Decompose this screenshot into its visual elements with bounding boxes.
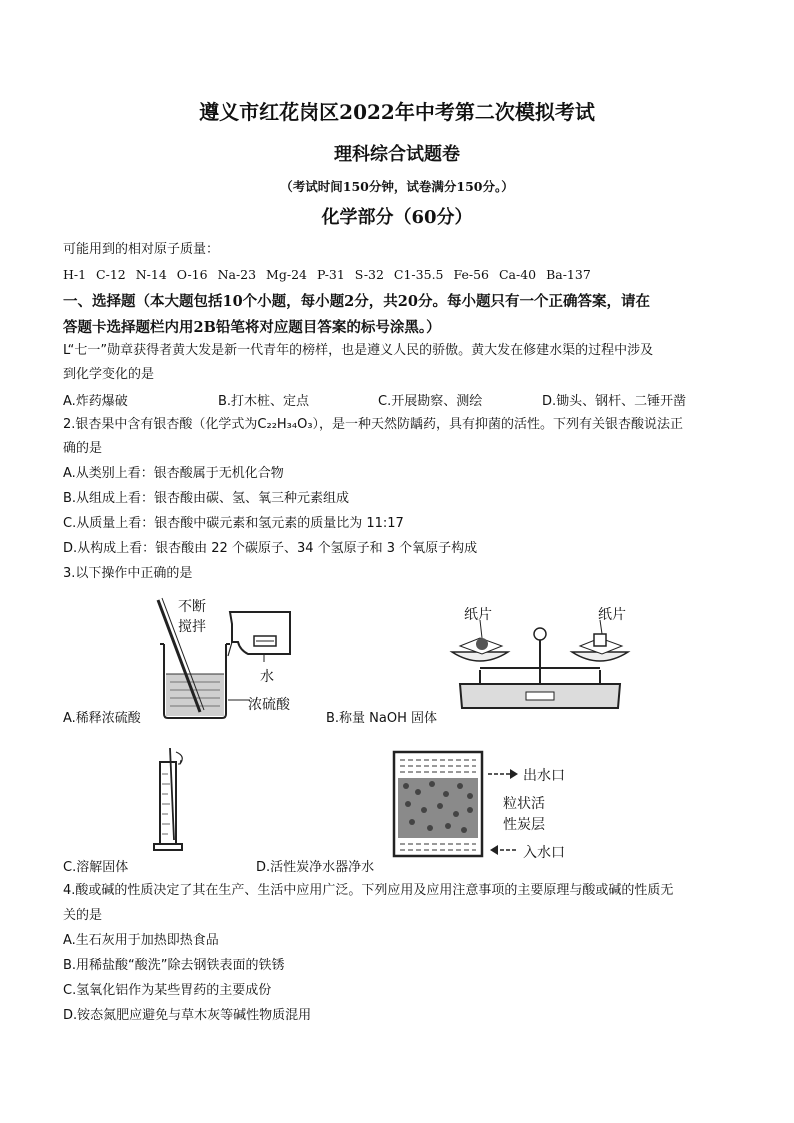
q2-option-b: B.从组成上看：银杏酸由碳、氢、氧三种元素组成 xyxy=(63,491,350,506)
fig-d-label-carbon-1: 粒状活 xyxy=(503,796,545,812)
q2-option-d: D.从构成上看：银杏酸由 22 个碳原子、34 个氢原子和 3 个氧原子构成 xyxy=(63,541,478,556)
exam-title: 遵义市红花岗区2022年中考第二次模拟考试 xyxy=(199,100,595,124)
atomic-mass-label: 可能用到的相对原子质量： xyxy=(63,242,220,257)
q1-stem-line2: 到化学变化的是 xyxy=(63,367,155,382)
q1-option-d: D.锄头、钢杆、二锤开凿 xyxy=(542,394,687,409)
q1-option-c: C.开展勘察、测绘 xyxy=(378,394,483,409)
q4-option-d: D.铵态氮肥应避免与草木灰等碱性物质混用 xyxy=(63,1008,312,1023)
part1-heading-line1: 一、选择题（本大题包括10个小题，每小题2分，共20分。每小题只有一个正确答案，请在 xyxy=(63,293,650,310)
q4-stem-line2: 关的是 xyxy=(63,908,103,923)
section-title: 化学部分（60分） xyxy=(321,207,473,228)
q3-stem: 3.以下操作中正确的是 xyxy=(63,566,193,581)
part1-heading-line2: 答题卡选择题栏内用2B铅笔将对应题目答案的标号涂黑。） xyxy=(63,319,441,336)
q2-stem-line1: 2.银杏果中含有银杏酸（化学式为C₂₂H₃₄O₃），是一种天然防龋药，具有抑菌的活性。下列有关银杏酸说法正 xyxy=(63,417,684,432)
q4-option-b: B.用稀盐酸“酸洗”除去钢铁表面的铁锈 xyxy=(63,958,285,973)
figure-carbon-purifier xyxy=(388,744,488,860)
q2-stem-line2: 确的是 xyxy=(63,441,103,456)
fig-b-label-paper-left: 纸片 xyxy=(464,607,492,623)
fig-d-label-inlet: 入水口 xyxy=(523,845,565,861)
atomic-mass-values: H-1 C-12 N-14 O-16 Na-23 Mg-24 P-31 S-32 C1-35.5 Fe-56 Ca-40 Ba-137 xyxy=(63,267,591,282)
fig-a-label-stir-2: 搅拌 xyxy=(178,619,206,635)
exam-subtitle: 理科综合试题卷 xyxy=(334,144,460,165)
q4-option-c: C.氢氧化铝作为某些胃药的主要成份 xyxy=(63,983,272,998)
q2-option-a: A.从类别上看：银杏酸属于无机化合物 xyxy=(63,466,284,481)
q1-option-a: A.炸药爆破 xyxy=(63,394,128,409)
fig-a-label-stir-1: 不断 xyxy=(178,599,206,615)
q3-option-d: D.活性炭净水器净水 xyxy=(256,860,375,875)
fig-d-label-carbon-2: 性炭层 xyxy=(503,817,545,833)
q3-option-b: B.称量 NaOH 固体 xyxy=(326,711,438,726)
exam-note: （考试时间150分钟，试卷满分150分。） xyxy=(280,179,514,194)
fig-d-label-outlet: 出水口 xyxy=(523,768,565,784)
q3-option-c: C.溶解固体 xyxy=(63,860,129,875)
q2-option-c: C.从质量上看：银杏酸中碳元素和氢元素的质量比为 11:17 xyxy=(63,516,404,531)
fig-a-label-water: 水 xyxy=(260,669,274,685)
q1-option-b: B.打木桩、定点 xyxy=(218,394,310,409)
fig-b-label-paper-right: 纸片 xyxy=(598,607,626,623)
q1-stem-line1: L“七一”勋章获得者黄大发是新一代青年的榜样，也是遵义人民的骄傲。黄大发在修建水渠的过程中涉及 xyxy=(63,343,654,358)
q4-option-a: A.生石灰用于加热即热食品 xyxy=(63,933,219,948)
fig-a-label-acid: 浓硫酸 xyxy=(248,697,290,713)
q3-option-a: A.稀释浓硫酸 xyxy=(63,711,141,726)
figure-cylinder xyxy=(150,744,194,856)
q4-stem-line1: 4.酸或碱的性质决定了其在生产、生活中应用广泛。下列应用及应用注意事项的主要原理与酸或碱的性质无 xyxy=(63,883,674,898)
